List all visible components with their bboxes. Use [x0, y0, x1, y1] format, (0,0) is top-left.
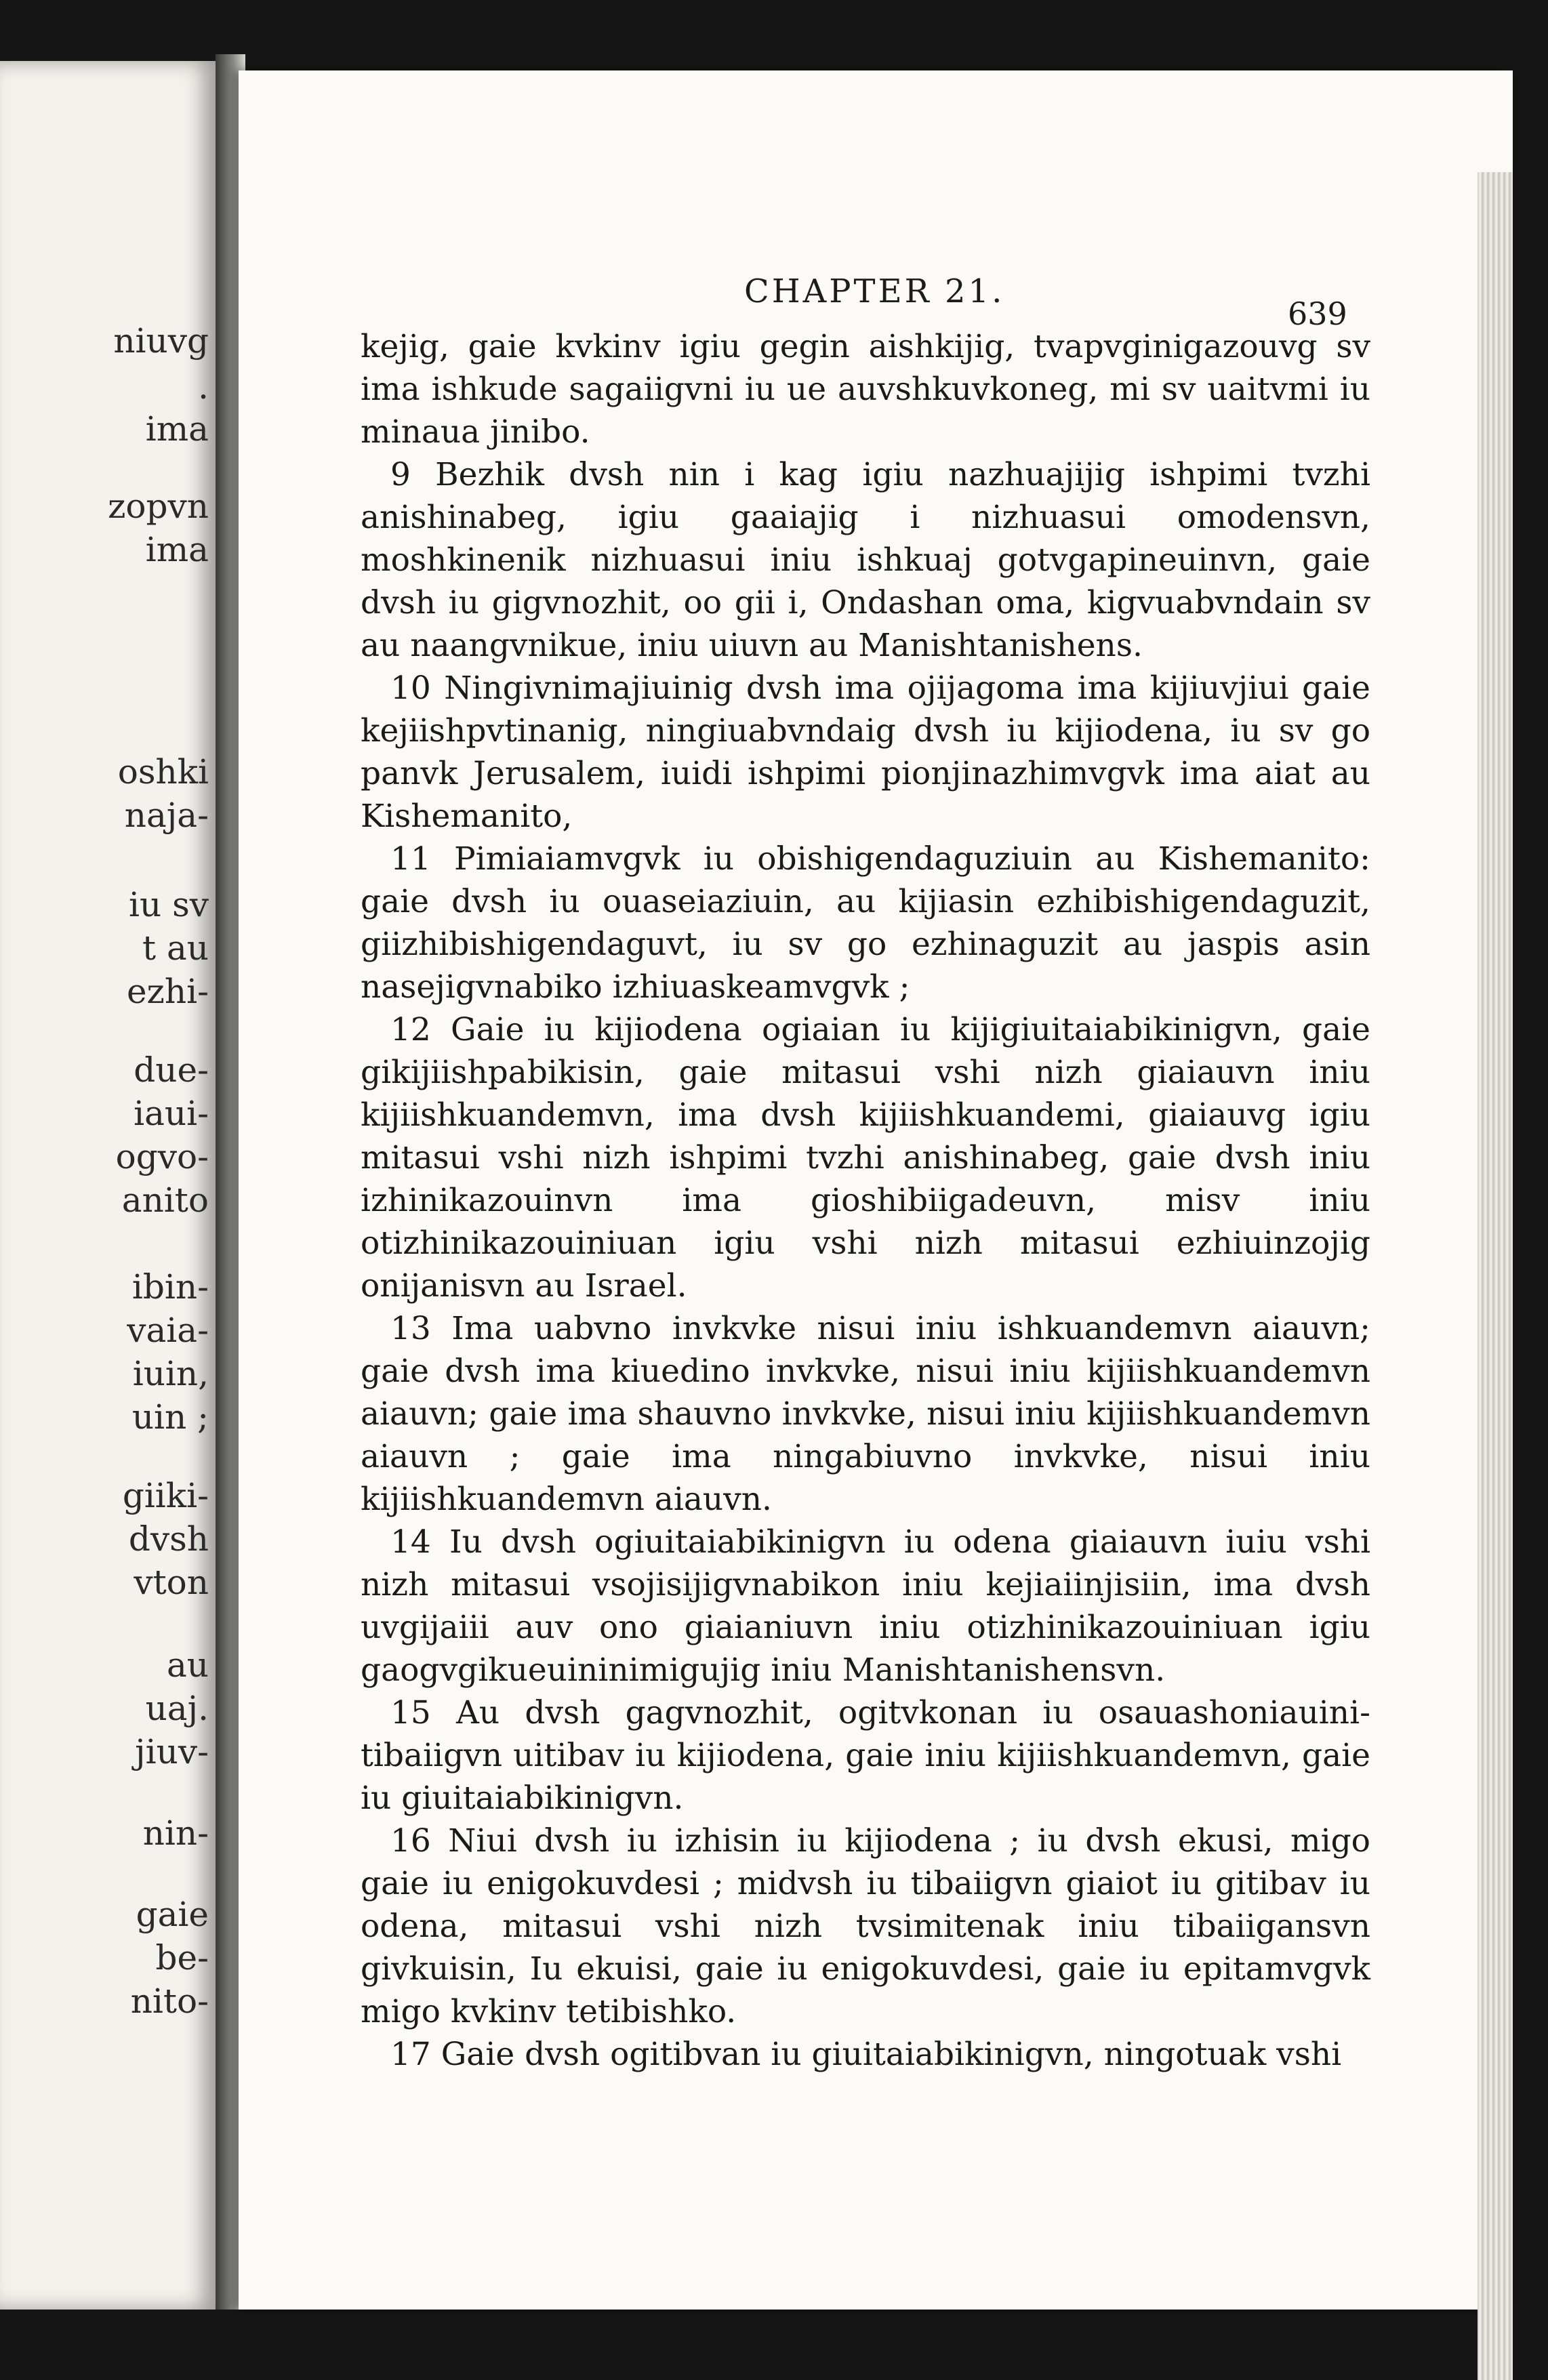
running-head: CHAPTER 21. — [744, 272, 1005, 310]
left-page-line: uin ; — [131, 1397, 209, 1437]
left-page-line: iu sv — [129, 885, 209, 924]
verse-number: 15 — [390, 1694, 431, 1731]
verse-number: 14 — [390, 1523, 431, 1561]
verse-text: Ima uabvno invkvke nisui iniu ishkuandemvn aiauvn; gaie dvsh ima kiuedino invkvke, nisui iniu kijiishkuandemvn aiauvn; gaie ima shauvno invkvke, nisui iniu kijiishkuandemvn aiauvn ; gaie ima ningabiuvno invkvke, nisui iniu kijiishkuandemvn aiauvn. — [361, 1310, 1370, 1518]
page-number: 639 — [1288, 295, 1347, 332]
left-page-line: ezhi- — [126, 972, 209, 1011]
verse-14 — [361, 1521, 1370, 1691]
left-page-line: vaia- — [127, 1311, 209, 1350]
verse-17 — [361, 2033, 1370, 2076]
left-page-line: vton — [134, 1563, 209, 1602]
verse-10 — [361, 667, 1370, 838]
left-page-line: be- — [155, 1938, 209, 1977]
page-edge-stack — [1478, 172, 1513, 2380]
verse-16 — [361, 1820, 1370, 2033]
verse-number: 17 — [390, 2036, 431, 2073]
left-page-line: nin- — [142, 1813, 209, 1853]
left-page-line: anito — [121, 1181, 209, 1220]
verse-text: Bezhik dvsh nin i kag igiu nazhuajijig ishpimi tvzhi anishinabeg, igiu gaaiajig i nizhuasui omodensvn, moshkinenik nizhuasui iniu ishkuaj gotvgapineuinvn, gaie dvsh iu gigvnozhit, oo gii i, Ondashan oma, kigvuabvndain sv au naangvnikue, iniu uiuvn au Manishtanishens. — [361, 456, 1370, 664]
verse-15 — [361, 1691, 1370, 1820]
left-page-line: uaj. — [145, 1689, 209, 1728]
verse-text: Gaie iu kijiodena ogiaian iu kijigiuitaiabikinigvn, gaie gikijiishpabikisin, gaie mitasui vshi nizh giaiauvn iniu kijiishkuandemvn, ima dvsh kijiishkuandemi, giaiauvg igiu mitasui vshi nizh ishpimi tvzhi anishinabeg, gaie dvsh iniu izhinikazouinvn ima gioshibiigadeuvn, misv iniu otizhinikazouiniuan igiu vshi nizh mitasui ezhiuinzojig onijanisvn au Israel. — [361, 1011, 1370, 1305]
left-page-line: zopvn — [108, 487, 209, 526]
verse-text: Au dvsh gagvnozhit, ogitvkonan iu osauashoniauini-tibaiigvn uitibav iu kijiodena, gaie iniu kijiishkuandemvn, gaie iu giuitaiabikinigvn. — [361, 1694, 1370, 1817]
verse-text: Gaie dvsh ogitibvan iu giuitaiabikinigvn, ningotuak vshi — [441, 2036, 1342, 2073]
verse-13 — [361, 1307, 1370, 1521]
verse-12 — [361, 1008, 1370, 1307]
left-facing-page — [0, 61, 216, 2310]
verse-9 — [361, 453, 1370, 667]
left-page-line: au — [166, 1645, 209, 1685]
continuation-paragraph: kejig, gaie kvkinv igiu gegin aishkijig, tvapvginigazouvg sv ima ishkude sagaiigvni iu ue auvshkuvkoneg, mi sv uaitvmi iu minaua jinibo. — [361, 328, 1370, 451]
verse-number: 13 — [390, 1310, 431, 1347]
verse-number: 9 — [390, 456, 411, 493]
left-page-line: jiuv- — [135, 1732, 209, 1771]
left-page-line: nito- — [130, 1982, 209, 2021]
verse-text: Niui dvsh iu izhisin iu kijiodena ; iu dvsh ekusi, migo gaie iu enigokuvdesi ; midvsh iu tibaiigvn giaiot iu gitibav iu odena, mitasui vshi nizh tvsimitenak iniu tibaiigansvn givkuisin, Iu ekuisi, gaie iu enigokuvdesi, gaie iu epitamvgvk migo kvkinv tetibishko. — [361, 1822, 1370, 2030]
left-page-line: ibin- — [131, 1267, 209, 1307]
left-page-line: iuin, — [132, 1354, 209, 1393]
verse-number: 11 — [390, 840, 431, 878]
verse-number: 12 — [390, 1011, 431, 1048]
left-page-line: giiki- — [122, 1476, 209, 1515]
left-page-line: due- — [134, 1050, 209, 1090]
left-page-line: gaie — [136, 1895, 209, 1934]
left-page-line: ima — [145, 530, 209, 569]
verse-text: Iu dvsh ogiuitaiabikinigvn iu odena giaiauvn iuiu vshi nizh mitasui vsojisijigvnabikon iniu kejiaiinjisiin, ima dvsh uvgijaiii auv ono giaianiuvn iniu otizhinikazouiniuan igiu gaogvgikueuininimigujig iniu Manishtanishensvn. — [361, 1523, 1370, 1689]
left-page-line: iaui- — [134, 1094, 209, 1133]
body-text — [361, 325, 1370, 2076]
verse-number: 10 — [390, 670, 431, 707]
left-page-line: . — [198, 367, 209, 407]
left-page-line: t au — [142, 928, 209, 968]
left-page-line: ima — [145, 409, 209, 449]
left-page-line: ogvo- — [115, 1137, 209, 1176]
verse-text: Ningivnimajiuinig dvsh ima ojijagoma ima kijiuvjiui gaie kejiishpvtinanig, ningiuabvndaig dvsh iu kijiodena, iu sv go panvk Jerusalem, iuidi ishpimi pionjinazhimvgvk ima aiat au Kishemanito, — [361, 670, 1370, 835]
left-page-line: dvsh — [128, 1519, 209, 1559]
verse-11 — [361, 838, 1370, 1008]
left-page-line: naja- — [124, 796, 209, 835]
verse-number: 16 — [390, 1822, 431, 1860]
left-page-line: niuvg — [113, 321, 209, 361]
verse-text: Pimiaiamvgvk iu obishigendaguziuin au Kishemanito: gaie dvsh iu ouaseiaziuin, au kijiasin ezhibishigendaguzit, giizhibishigendaguvt, iu sv go ezhinaguzit au jaspis asin nasejigvnabiko izhiuaskeamvgvk ; — [361, 840, 1370, 1006]
left-page-line: oshki — [117, 752, 209, 792]
